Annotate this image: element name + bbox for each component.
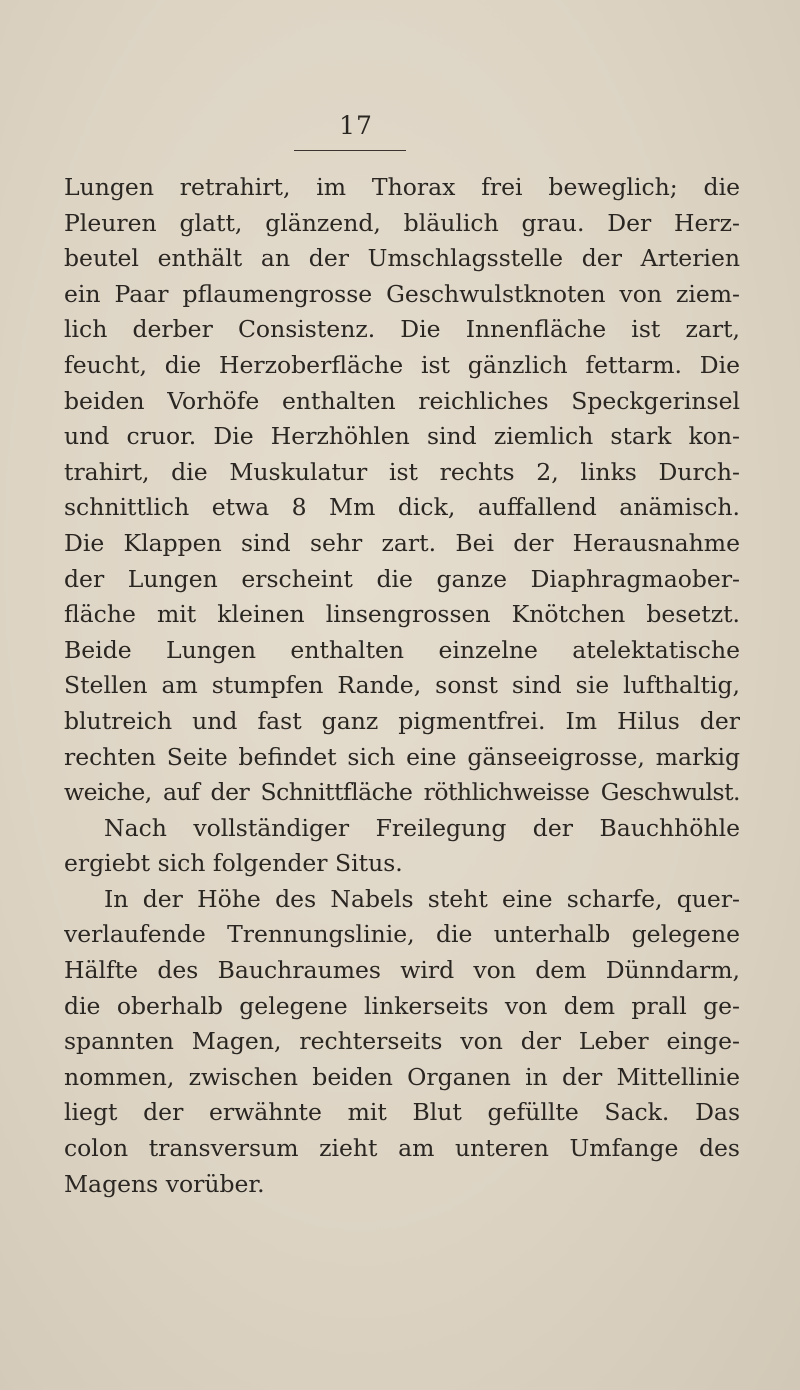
text-line: liegt der erwähnte mit Blut gefüllte Sack. Das bbox=[64, 1098, 740, 1127]
text-line: rechten Seite befindet sich eine gänseeigrosse, markig bbox=[64, 742, 740, 771]
text-line: die oberhalb gelegene linkerseits von dem prall ge- bbox=[64, 991, 740, 1020]
text-line: ein Paar pflaumengrosse Geschwulstknoten von ziem- bbox=[64, 279, 740, 308]
text-line: schnittlich etwa 8 Mm dick, auffallend anämisch. bbox=[64, 493, 740, 522]
text-line: Stellen am stumpfen Rande, sonst sind sie lufthaltig, bbox=[64, 671, 740, 700]
text-line: Pleuren glatt, glänzend, bläulich grau. Der Herz- bbox=[64, 208, 740, 237]
text-line: fläche mit kleinen linsengrossen Knötchen besetzt. bbox=[64, 600, 740, 629]
text-line: beutel enthält an der Umschlagsstelle der Arterien bbox=[64, 244, 740, 273]
page-number: 17 bbox=[339, 111, 373, 140]
text-line: trahirt, die Muskulatur ist rechts 2, links Durch- bbox=[64, 457, 740, 486]
text-line: feucht, die Herzoberfläche ist gänzlich fettarm. Die bbox=[64, 350, 740, 379]
text-line: verlaufende Trennungslinie, die unterhalb gelegene bbox=[64, 920, 740, 949]
text-line: spannten Magen, rechterseits von der Leber einge- bbox=[64, 1027, 740, 1056]
text-line: weiche, auf der Schnittfläche röthlichweisse Geschwulst. bbox=[64, 778, 740, 807]
text-line: und cruor. Die Herzhöhlen sind ziemlich stark kon- bbox=[64, 422, 740, 451]
text-line: ergiebt sich folgender Situs. bbox=[64, 849, 403, 878]
text-line: In der Höhe des Nabels steht eine scharfe, quer- bbox=[104, 884, 740, 913]
text-line: Magens vorüber. bbox=[64, 1169, 265, 1198]
text-line: nommen, zwischen beiden Organen in der Mittellinie bbox=[64, 1062, 740, 1091]
page-header bbox=[312, 112, 400, 152]
text-line: Lungen retrahirt, im Thorax frei beweglich; die bbox=[64, 173, 740, 201]
text-line: Beide Lungen enthalten einzelne atelektatische bbox=[64, 635, 740, 664]
text-line: Die Klappen sind sehr zart. Bei der Herausnahme bbox=[64, 528, 740, 557]
header-rule bbox=[294, 150, 406, 151]
text-line: der Lungen erscheint die ganze Diaphragmaober- bbox=[64, 564, 740, 593]
text-line: Hälfte des Bauchraumes wird von dem Dünndarm, bbox=[64, 956, 740, 985]
body-text bbox=[64, 170, 740, 1202]
text-line: beiden Vorhöfe enthalten reichliches Speckgerinsel bbox=[64, 386, 740, 415]
text-line: Nach vollständiger Freilegung der Bauchhöhle bbox=[104, 813, 740, 842]
text-line: blutreich und fast ganz pigmentfrei. Im Hilus der bbox=[64, 706, 740, 735]
text-line: colon transversum zieht am unteren Umfange des bbox=[64, 1134, 740, 1163]
text-line: lich derber Consistenz. Die Innenfläche ist zart, bbox=[64, 315, 740, 344]
